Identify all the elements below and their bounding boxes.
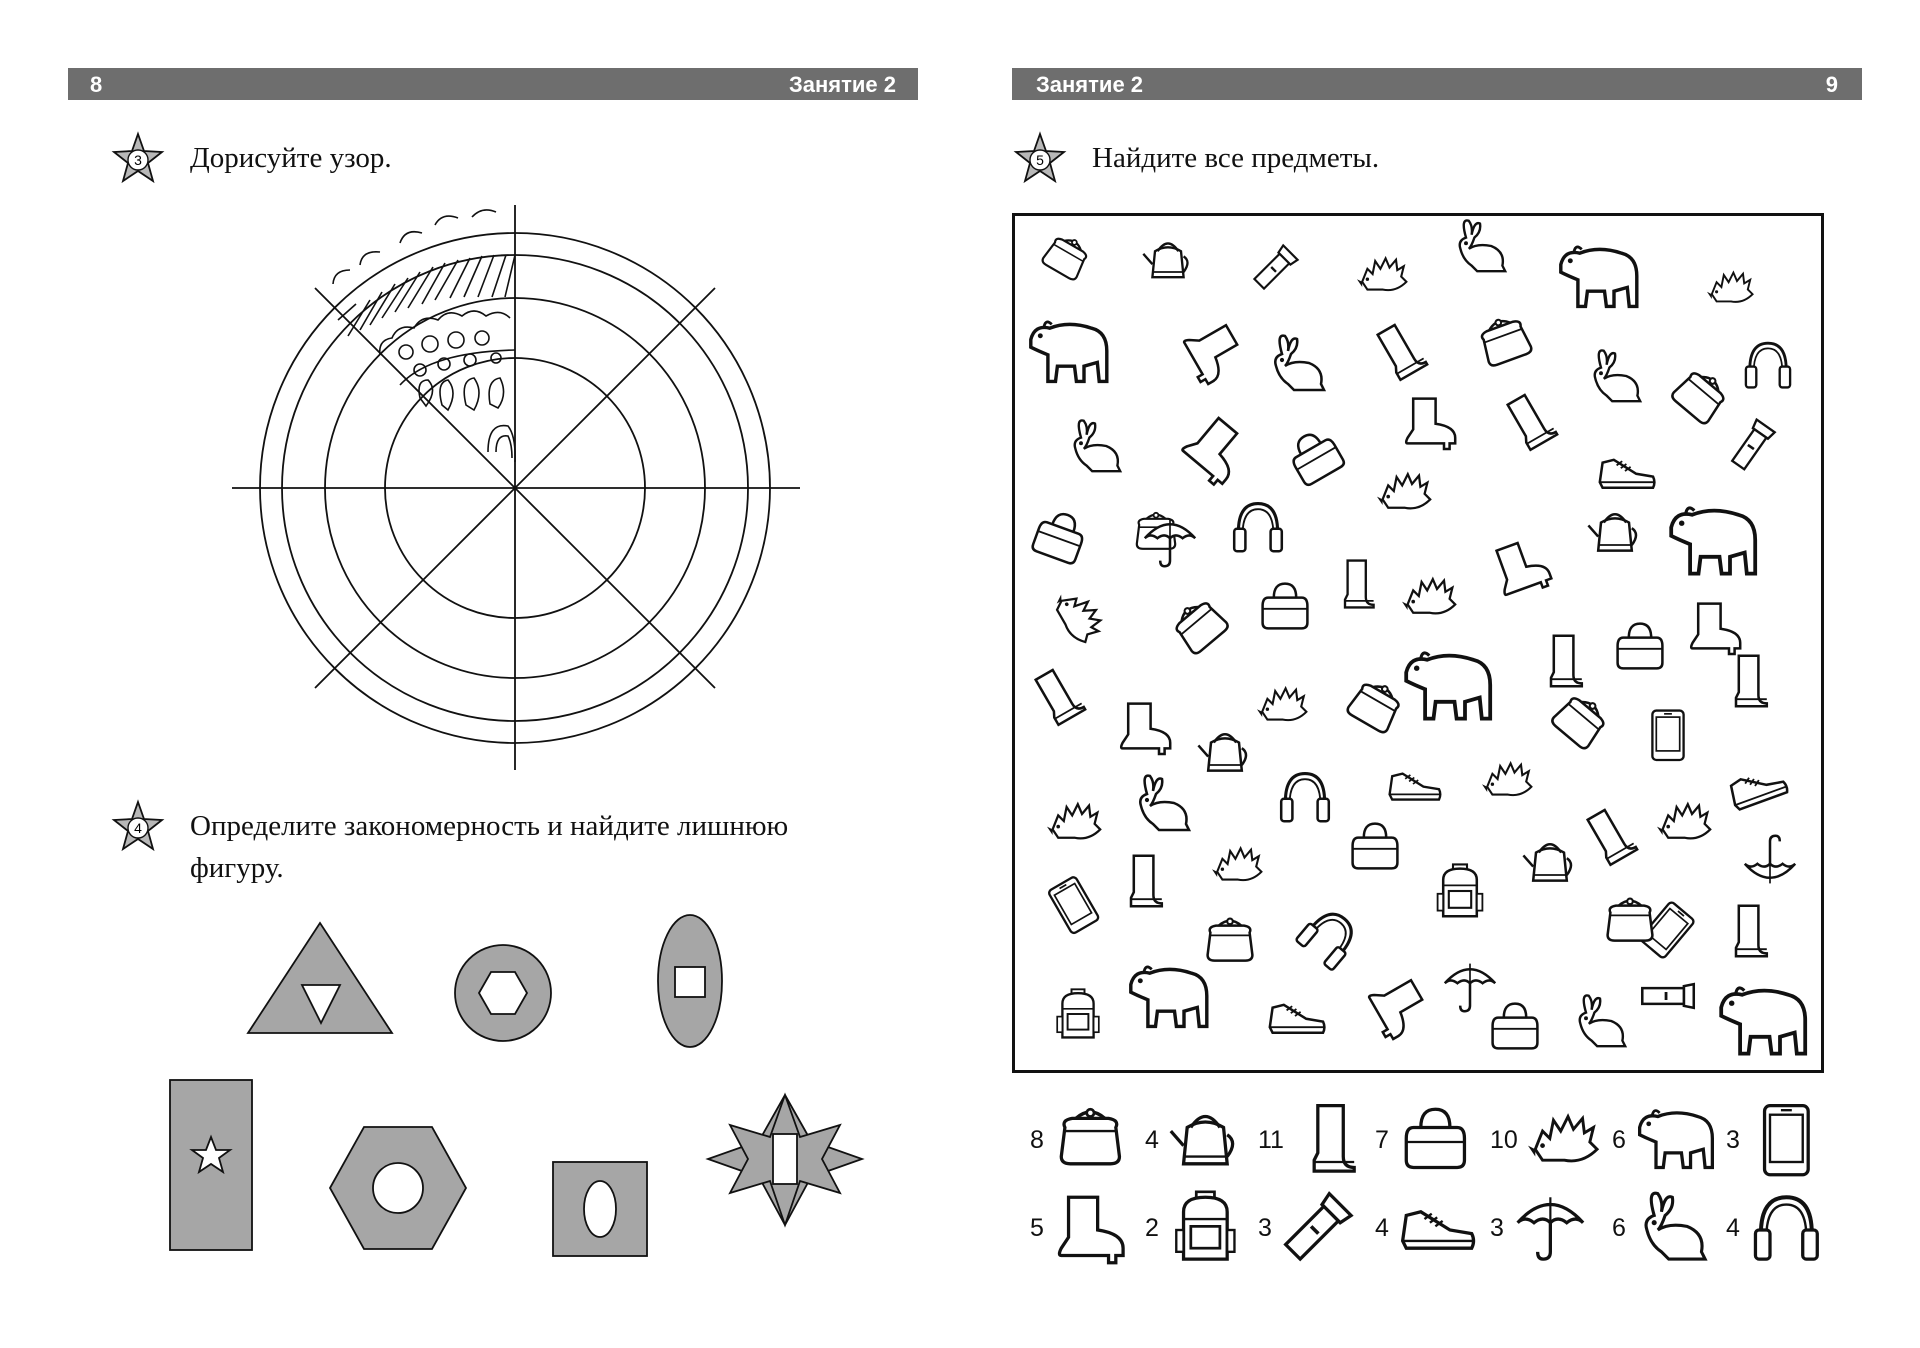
rabbit-icon xyxy=(1636,1190,1716,1270)
task4-number: 4 xyxy=(134,820,142,836)
task4-star-icon xyxy=(112,800,164,852)
umbrella-icon xyxy=(1514,1190,1594,1270)
legend-count: 3 xyxy=(1258,1214,1272,1242)
left-page-number: 8 xyxy=(90,72,103,97)
rectangle-shape xyxy=(170,1080,252,1250)
phone-icon xyxy=(1750,1102,1830,1182)
triangle-shape xyxy=(248,923,392,1033)
legend-count: 3 xyxy=(1490,1214,1504,1242)
square-shape xyxy=(553,1162,647,1256)
legend-count: 4 xyxy=(1145,1126,1159,1154)
right-page-number: 9 xyxy=(1825,72,1838,97)
star-shape xyxy=(708,1095,862,1225)
legend-count: 8 xyxy=(1030,1126,1044,1154)
sneaker-icon xyxy=(1399,1190,1479,1270)
legend-count: 10 xyxy=(1490,1126,1518,1154)
legend-count: 11 xyxy=(1258,1126,1284,1154)
legend-count: 7 xyxy=(1375,1126,1389,1154)
legend-count: 5 xyxy=(1030,1214,1044,1242)
flashlight-icon xyxy=(1282,1190,1362,1270)
handbag-icon xyxy=(1399,1102,1479,1182)
hedgehog-icon xyxy=(1528,1102,1608,1182)
purse-icon xyxy=(1054,1102,1134,1182)
pattern-circle-diagram xyxy=(230,200,800,770)
hexagon-shape xyxy=(330,1127,466,1249)
legend-count: 4 xyxy=(1726,1214,1740,1242)
phone-icon[interactable] xyxy=(1652,711,1683,760)
legend-count: 2 xyxy=(1145,1214,1159,1242)
rubber-boot-icon xyxy=(1296,1102,1376,1182)
task5-number: 5 xyxy=(1036,152,1044,168)
ellipse-shape xyxy=(658,915,722,1047)
task3-number: 3 xyxy=(134,152,142,168)
ankle-boot-icon xyxy=(1054,1190,1134,1270)
task4-instruction-line2: фигуру. xyxy=(190,852,284,884)
bear-icon xyxy=(1636,1102,1716,1182)
right-header-bar xyxy=(1012,68,1862,100)
legend-count: 3 xyxy=(1726,1126,1740,1154)
shapes-figures xyxy=(160,915,880,1265)
left-header-title: Занятие 2 xyxy=(788,72,896,97)
circle-shape xyxy=(455,945,551,1041)
legend-count: 6 xyxy=(1612,1126,1626,1154)
task5-star-icon xyxy=(1014,132,1066,184)
task3-instruction: Дорисуйте узор. xyxy=(190,142,392,174)
legend-count: 4 xyxy=(1375,1214,1389,1242)
task4-instruction-line1: Определите закономерность и найдите лишнюю xyxy=(190,810,789,842)
task3-star-icon xyxy=(112,132,164,184)
legend-count: 6 xyxy=(1612,1214,1626,1242)
hidden-objects-box xyxy=(1012,213,1824,1073)
backpack-icon xyxy=(1169,1190,1249,1270)
kettle-icon xyxy=(1169,1102,1249,1182)
task5-instruction: Найдите все предметы. xyxy=(1092,142,1380,174)
right-header-title: Занятие 2 xyxy=(1036,72,1144,97)
purse-icon[interactable] xyxy=(1608,899,1653,941)
left-header-bar xyxy=(68,68,918,100)
headphones-icon xyxy=(1750,1190,1830,1270)
purse-icon[interactable] xyxy=(1208,919,1253,961)
